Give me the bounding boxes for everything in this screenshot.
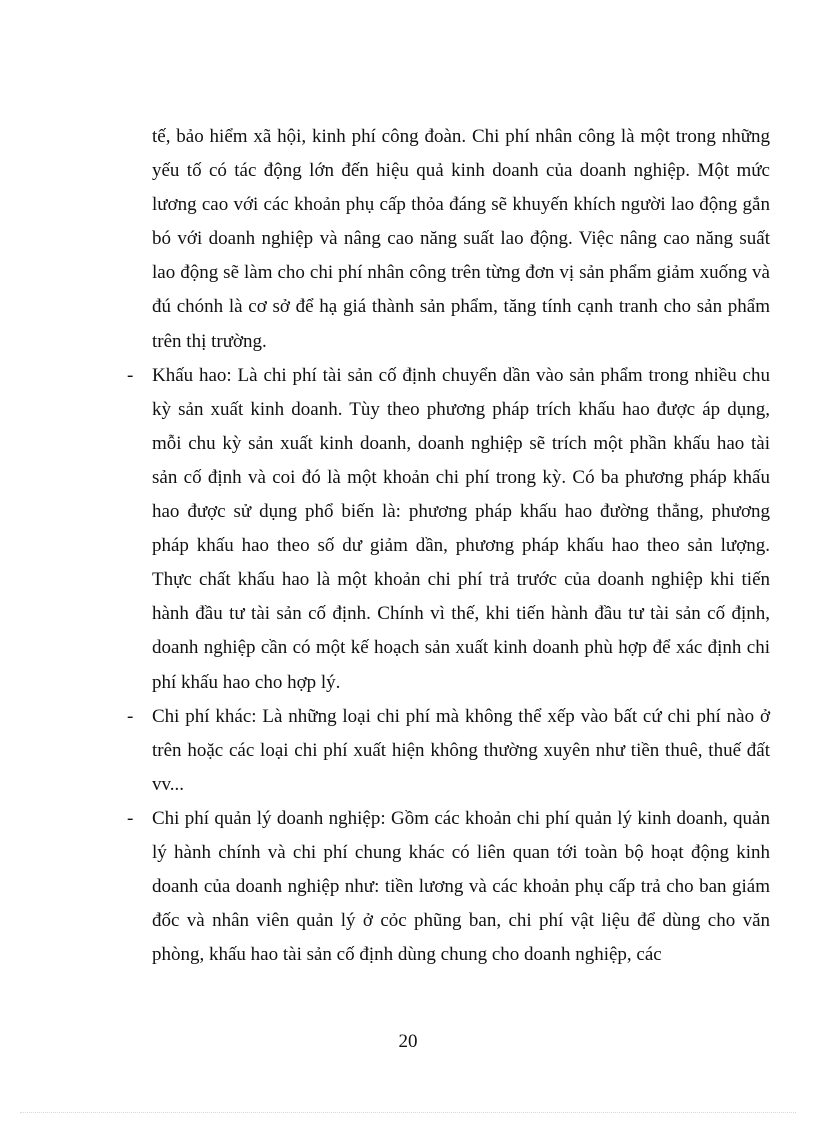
list-item-text: Khấu hao: Là chi phí tài sản cố định chuyển dần vào sản phẩm trong nhiều chu kỳ sản xuất kinh doanh. Tùy theo phương pháp trích khấu hao được áp dụng, mỗi chu kỳ sản xuất kinh doanh, doanh nghiệp sẽ trích một phần khấu hao tài sản cố định và coi đó là một khoản chi phí trong kỳ. Có ba phương pháp khấu hao được sử dụng phổ biến là: phương pháp khấu hao đường thẳng, phương pháp khấu hao theo số dư giảm dần, phương pháp khấu hao theo sản lượng. Thực chất khấu hao là một khoản chi phí trả trước của doanh nghiệp khi tiến hành đầu tư tài sản cố định. Chính vì thế, khi tiến hành đầu tư tài sản cố định, doanh nghiệp cần có một kế hoạch sản xuất kinh doanh phù hợp để xác định chi phí khấu hao cho hợp lý. [152,364,770,693]
intro-paragraph: tế, bảo hiểm xã hội, kinh phí công đoàn. Chi phí nhân công là một trong những yếu tố có tác động lớn đến hiệu quả kinh doanh của doanh nghiệp. Một mức lương cao với các khoản phụ cấp thỏa đáng sẽ khuyến khích người lao động gắn bó với doanh nghiệp và nâng cao năng suất lao động. Việc nâng cao năng suất lao động sẽ làm cho chi phí nhân công trên từng đơn vị sản phẩm giảm xuống và đú chónh là cơ sở để hạ giá thành sản phẩm, tăng tính cạnh tranh cho sản phẩm trên thị trường. [152,126,770,352]
list-item-text: Chi phí khác: Là những loại chi phí mà không thể xếp vào bất cứ chi phí nào ở trên hoặc các loại chi phí xuất hiện không thường xuyên như tiền thuê, thuế đất vv... [152,705,770,795]
list-item-other-costs [127,700,770,802]
page-bottom-divider [20,1112,796,1113]
page-number: 20 [398,1031,418,1052]
list-item-text: Chi phí quản lý doanh nghiệp: Gồm các khoản chi phí quản lý kinh doanh, quản lý hành chính và chi phí chung khác có liên quan tới toàn bộ hoạt động kinh doanh của doanh nghiệp như: tiền lương và các khoản phụ cấp trả cho ban giám đốc và nhân viên quản lý ở cỏc phũng ban, chi phí vật liệu để dùng cho văn phòng, khấu hao tài sản cố định dùng chung cho doanh nghiệp, các [152,807,770,966]
bullet-dash: - [127,705,134,727]
bullet-dash: - [127,807,134,829]
bullet-dash: - [127,364,134,386]
list-item-management-costs [127,802,770,972]
body-text [127,120,770,972]
list-item-depreciation [127,359,770,700]
